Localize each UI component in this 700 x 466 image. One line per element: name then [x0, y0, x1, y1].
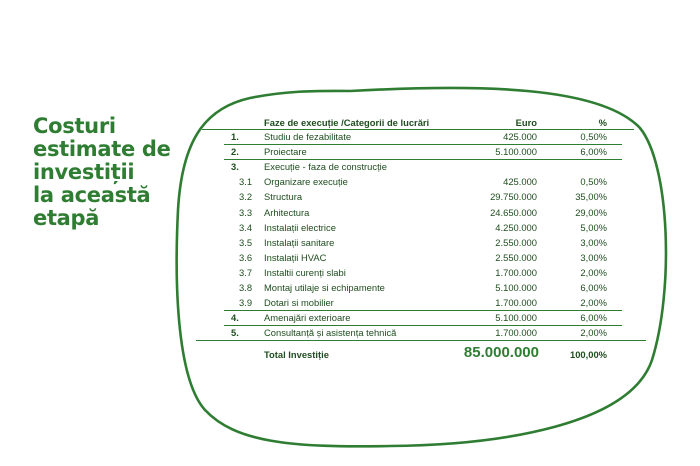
row-euro: 425.000	[503, 131, 537, 142]
row-euro: 425.000	[503, 176, 537, 188]
row-label: Arhitectura	[264, 206, 310, 218]
row-label: Dotari si mobilier	[264, 297, 334, 309]
row-label: Proiectare	[264, 146, 307, 158]
row-divider	[224, 325, 622, 326]
row-number: 3.8	[239, 282, 253, 293]
row-label: Organizare execuție	[264, 176, 348, 188]
row-percent: 2,00%	[580, 327, 607, 339]
row-percent: 0,50%	[580, 131, 607, 142]
row-label: Instalații HVAC	[264, 251, 327, 263]
header-rule	[202, 129, 634, 130]
row-number: 3.5	[239, 236, 253, 248]
row-number: 3.1	[239, 176, 253, 188]
row-label: Montaj utilaje si echipamente	[264, 282, 385, 293]
total-percent: 100,00%	[569, 349, 607, 360]
row-number: 3.7	[239, 266, 253, 278]
row-number: 3.	[231, 161, 239, 173]
row-number: 3.9	[239, 297, 253, 309]
total-rule	[196, 340, 646, 341]
row-label: Execuție - faza de construcție	[264, 161, 387, 173]
row-number: 5.	[231, 327, 239, 339]
page-title: Costuri estimate de investiții la această etapă	[33, 114, 171, 230]
row-euro: 5.100.000	[495, 146, 537, 158]
row-euro: 2.550.000	[495, 251, 537, 263]
row-percent: 0,50%	[580, 176, 607, 188]
header-percent: %	[598, 117, 607, 128]
row-label: Instalații sanitare	[264, 236, 335, 248]
row-euro: 24.650.000	[490, 206, 537, 218]
row-number: 3.4	[239, 221, 253, 233]
row-euro: 5.100.000	[495, 282, 537, 293]
row-label: Instaltii curenți slabi	[264, 266, 346, 278]
row-number: 4.	[231, 312, 239, 324]
row-label: Consultanță și asistența tehnică	[264, 327, 397, 339]
row-percent: 2,00%	[580, 297, 607, 309]
row-percent: 29,00%	[575, 206, 607, 218]
header-euro: Euro	[515, 117, 537, 128]
row-euro: 2.550.000	[495, 236, 537, 248]
row-percent: 5,00%	[580, 221, 607, 233]
row-divider	[224, 310, 622, 311]
row-euro: 4.250.000	[495, 221, 537, 233]
row-number: 3.6	[239, 251, 253, 263]
row-label: Structura	[264, 191, 303, 203]
row-number: 2.	[231, 146, 239, 158]
row-label: Instalații electrice	[264, 221, 336, 233]
row-percent: 3,00%	[580, 251, 607, 263]
row-number: 3.2	[239, 191, 253, 203]
row-euro: 1.700.000	[495, 297, 537, 309]
row-divider	[224, 159, 622, 160]
row-euro: 1.700.000	[495, 327, 537, 339]
total-label: Total Investiție	[264, 349, 329, 360]
row-percent: 6,00%	[580, 312, 607, 324]
row-euro: 29.750.000	[490, 191, 537, 203]
row-label: Studiu de fezabilitate	[264, 131, 352, 142]
row-percent: 6,00%	[580, 282, 607, 293]
row-euro: 5.100.000	[495, 312, 537, 324]
row-number: 1.	[231, 131, 239, 142]
header-phase: Faze de execuție /Categorii de lucrări	[264, 117, 430, 128]
row-percent: 35,00%	[575, 191, 607, 203]
row-percent: 3,00%	[580, 236, 607, 248]
row-number: 3.3	[239, 206, 253, 218]
total-euro: 85.000.000	[463, 344, 539, 361]
row-percent: 2,00%	[580, 266, 607, 278]
row-label: Amenajări exterioare	[264, 312, 351, 324]
row-divider	[224, 144, 622, 145]
row-percent: 6,00%	[580, 146, 607, 158]
row-euro: 1.700.000	[495, 266, 537, 278]
